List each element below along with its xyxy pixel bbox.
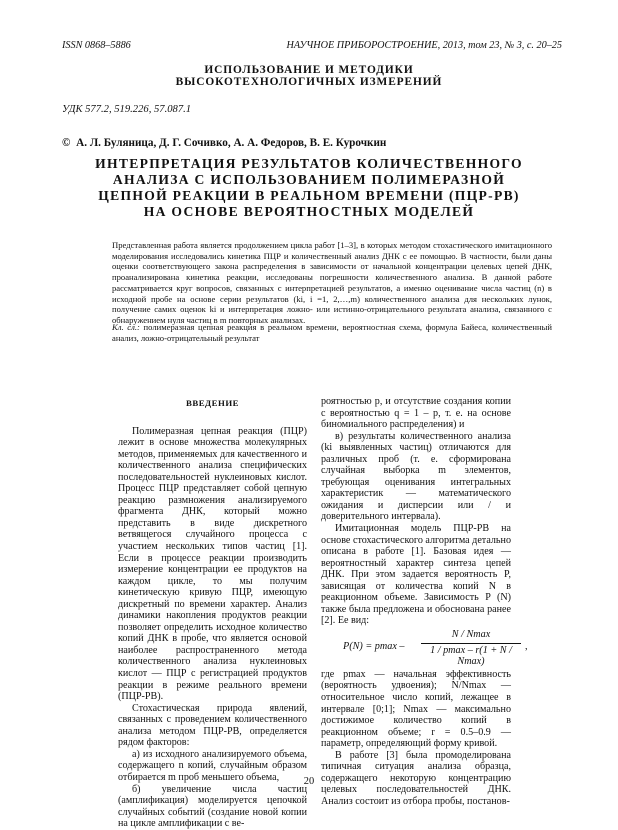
introduction-heading: ВВЕДЕНИЕ bbox=[185, 398, 240, 408]
paragraph: где pmax — начальная эффективность (вероятность удвоения); N/Nmax — относительное число копий, лежащее в интервале [0;1]; Nmax — максимально достижимое количество копий в реакционном объеме; r = 0.5–0.9 — параметр, определяющий форму кривой. bbox=[321, 668, 511, 750]
paragraph: а) из исходного анализируемого объема, содержащего n копий, случайным образом отбирается m проб меньшего объема, bbox=[118, 748, 307, 783]
title-line-2: АНАЛИЗА С ИСПОЛЬЗОВАНИЕМ ПОЛИМЕРАЗНОЙ bbox=[112, 172, 506, 187]
paragraph: В работе [3] была промоделирована типичная ситуация анализа образца, содержащего некоторую концентрацию целевых последовательностей ДНК. Анализ состоит из отбора пробы, постанов- bbox=[321, 749, 511, 807]
formula-lhs: P(N) = pmax – bbox=[343, 640, 405, 652]
formula-numerator: N / Nmax bbox=[451, 628, 491, 640]
section-title-line-2: ВЫСОКОТЕХНОЛОГИЧНЫХ ИЗМЕРЕНИЙ bbox=[175, 76, 443, 88]
keywords-label: Кл. сл.: bbox=[112, 322, 140, 332]
paragraph: Имитационная модель ПЦР-РВ на основе стохастического алгоритма детально описана в работе [1]. Базовая идея — вероятностный характер синтеза цепей ДНК. При этом задается вероятность P, зависящая от количества копий N в реакционном объеме. Зависимость P (N) также была предложена и обоснована ранее [2]. Ее вид: bbox=[321, 523, 511, 627]
paragraph: Стохастическая природа явлений, связанных с проведением количественного анализа методом ПЦР-РВ, определяется рядом факторов: bbox=[118, 702, 307, 749]
title-line-4: НА ОСНОВЕ ВЕРОЯТНОСТНЫХ МОДЕЛЕЙ bbox=[143, 204, 475, 219]
paragraph: роятностью p, и отсутствие создания копии с вероятностью q = 1 – p, т. е. на основе биномиального распределения) и bbox=[321, 396, 511, 431]
fraction-bar bbox=[421, 643, 521, 644]
copyright-sign: © bbox=[62, 137, 71, 149]
page-number: 20 bbox=[303, 776, 315, 787]
formula-denominator: 1 / pmax – r(1 + N / Nmax) bbox=[430, 644, 512, 668]
paragraph: Полимеразная цепная реакция (ПЦР) лежит в основе множества молекулярных методов, применяемых для качественного и количественного анализа специфических последовательностей нуклеиновых кислот. Процесс ПЦР представляет собой цепную реакцию размножения анализируемого фрагмента ДНК, который можно представить в виде дискретного ветвящегося случайного процесса с участием нескольких типов частиц [1]. Если в процессе реакции производить измерение концентрации ее продуктов на каждом цикле, то мы получим кинетическую кривую ПЦР, имеющую дискретный по времени характер. Анализ динамики накопления продуктов реакции позволяет определить исходное количество копий ДНК в пробе, что является основой наиболее распространенного метода количественного анализа нуклеиновых кислот — ПЦР с регистрацией продуктов реакции в режиме реального времени (ПЦР-РВ). bbox=[118, 425, 307, 703]
title-line-1: ИНТЕРПРЕТАЦИЯ РЕЗУЛЬТАТОВ КОЛИЧЕСТВЕННОГО bbox=[95, 156, 523, 171]
section-title-line-1: ИСПОЛЬЗОВАНИЕ И МЕТОДИКИ bbox=[204, 64, 414, 76]
section-title bbox=[0, 64, 618, 88]
journal-reference: НАУЧНОЕ ПРИБОРОСТРОЕНИЕ, 2013, том 23, № 3, с. 20–25 bbox=[286, 40, 562, 51]
author-names: А. Л. Буляница, Д. Г. Сочивко, А. А. Федоров, В. Е. Курочкин bbox=[76, 137, 387, 149]
right-column bbox=[321, 396, 528, 808]
authors bbox=[62, 137, 386, 149]
formula-fraction bbox=[421, 629, 521, 668]
formula-comma: , bbox=[525, 640, 528, 652]
keywords-text: полимеразная цепная реакция в реальном времени, вероятностная схема, формула Байеса, количественный анализ, ложно-отрицательный результат bbox=[112, 322, 552, 343]
paragraph: б) увеличение числа частиц (амплификация) моделируется цепочкой случайных событий (создание новой копии на цикле амплификации с ве- bbox=[118, 783, 307, 830]
issn: ISSN 0868–5886 bbox=[62, 40, 131, 51]
paragraph: в) результаты количественного анализа (ki выявленных частиц) отличаются для различных проб (т. е. сформирована случайная выборка m элементов, требующая оценивания интегральных характеристик — математического ожидания и дисперсии или / и доверительного интервала). bbox=[321, 430, 511, 523]
udc-code: УДК 577.2, 519.226, 57.087.1 bbox=[62, 104, 192, 115]
title-line-3: ЦЕПНОЙ РЕАКЦИИ В РЕАЛЬНОМ ВРЕМЕНИ (ПЦР-РВ) bbox=[98, 188, 520, 203]
left-column bbox=[118, 398, 307, 830]
efficiency-formula bbox=[321, 628, 528, 668]
paper-title bbox=[0, 156, 618, 220]
abstract: Представленная работа является продолжением цикла работ [1–3], в которых методом стохастического имитационного моделирования исследовались кинетика ПЦР и количественный анализ ДНК с ее помощью. В частности, были даны оценки соответствующего закона распределения в зависимости от начальной концентрации целевых цепей ДНК, проанализирована кинетика реакции, исследованы погрешности количественного анализа. В данной работе рассматривается круг вопросов, связанных с интерпретацией результатов, а именно оценивание числа частиц (n) в исходной пробе на основе серии результатов (ki, i =1, 2,…,m) количественного анализа для нескольких лунок, получение самих оценок ki и интерпретация ложно- или истинно-отрицательного результата анализа, связанного с обнаружением нуля частиц в m повторных анализах. bbox=[112, 240, 552, 325]
keywords bbox=[112, 322, 552, 343]
running-header bbox=[62, 40, 562, 54]
